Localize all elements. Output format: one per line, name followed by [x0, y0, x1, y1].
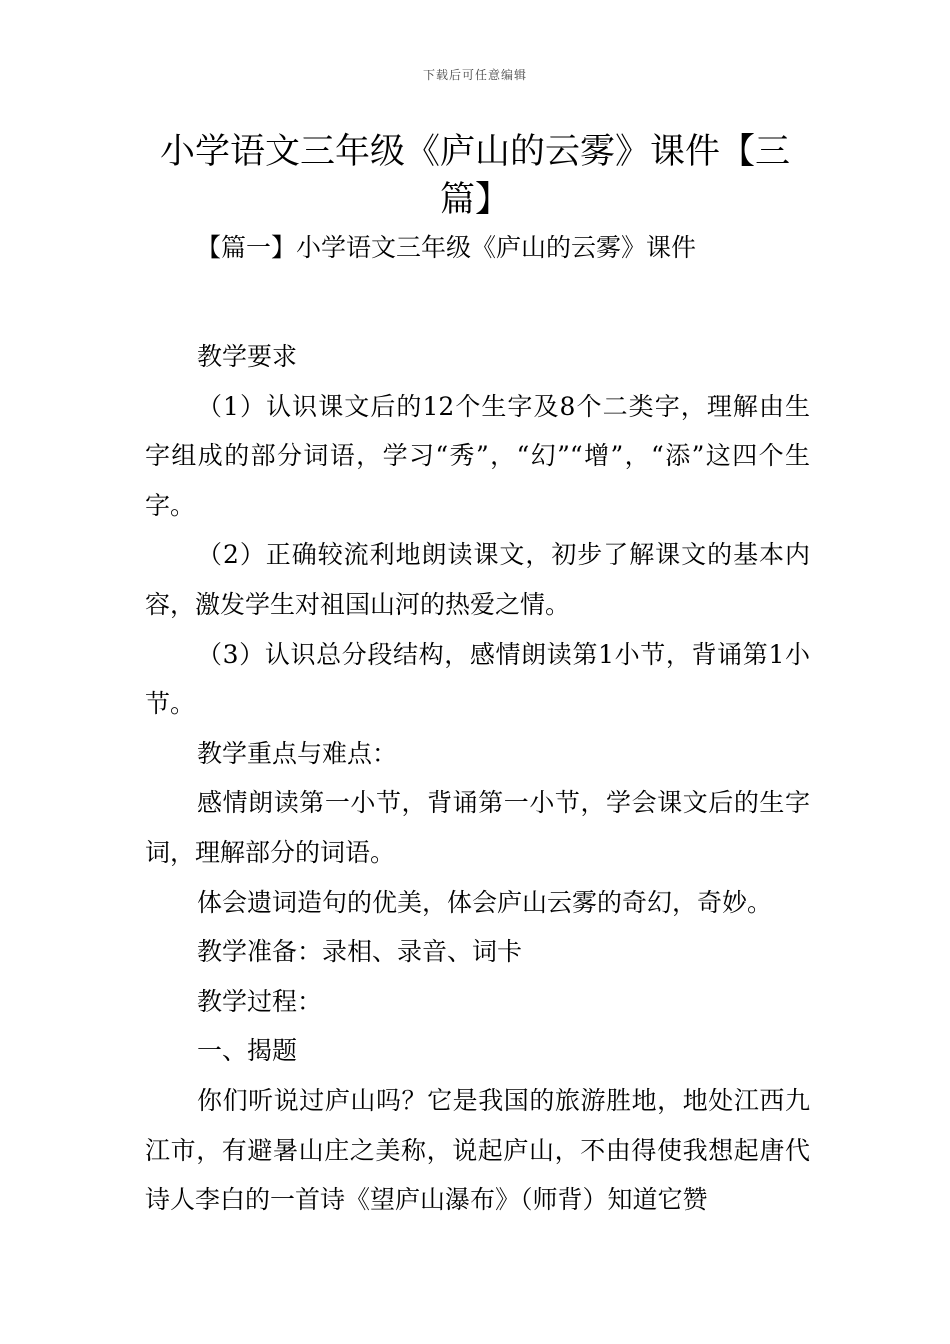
- paragraph-key-point-2: 体会遗词造句的优美，体会庐山云雾的奇幻，奇妙。: [197, 887, 773, 917]
- paragraph-requirement-3: （3）认识总分段结构，感情朗读第1小节，背诵第1小节。: [145, 639, 810, 719]
- paragraph-requirement-1: （1）认识课文后的12个生字及8个二类字，理解由生字组成的部分词语，学习“秀”，“幻”“增”，“添”这四个生字。: [145, 391, 810, 520]
- paragraph-key-points-heading: 教学重点与难点：: [197, 738, 398, 768]
- section-heading: 【篇一】小学语文三年级《庐山的云雾》课件: [196, 233, 697, 262]
- paragraph-introduction: 你们听说过庐山吗？它是我国的旅游胜地，地处江西九江市，有避暑山庄之美称，说起庐山，不由得使我想起唐代诗人李白的一首诗《望庐山瀑布》（师背）知道它赞: [145, 1085, 810, 1215]
- paragraph-requirement-2: （2）正确较流利地朗读课文，初步了解课文的基本内容，激发学生对祖国山河的热爱之情。: [145, 540, 810, 619]
- paragraph-preparation: 教学准备：录相、录音、词卡: [197, 937, 523, 967]
- header-note: 下载后可任意编辑: [422, 68, 527, 82]
- paragraph-process-heading: 教学过程：: [197, 986, 323, 1016]
- paragraph-teaching-requirements-heading: 教学要求: [197, 342, 298, 371]
- document-title: 小学语文三年级《庐山的云雾》课件【三篇】: [159, 132, 790, 220]
- paragraph-step-one-heading: 一、揭题: [197, 1036, 298, 1066]
- document-body: [145, 332, 810, 1225]
- paragraph-key-point-1: 感情朗读第一小节，背诵第一小节，学会课文后的生字词，理解部分的词语。: [145, 788, 810, 867]
